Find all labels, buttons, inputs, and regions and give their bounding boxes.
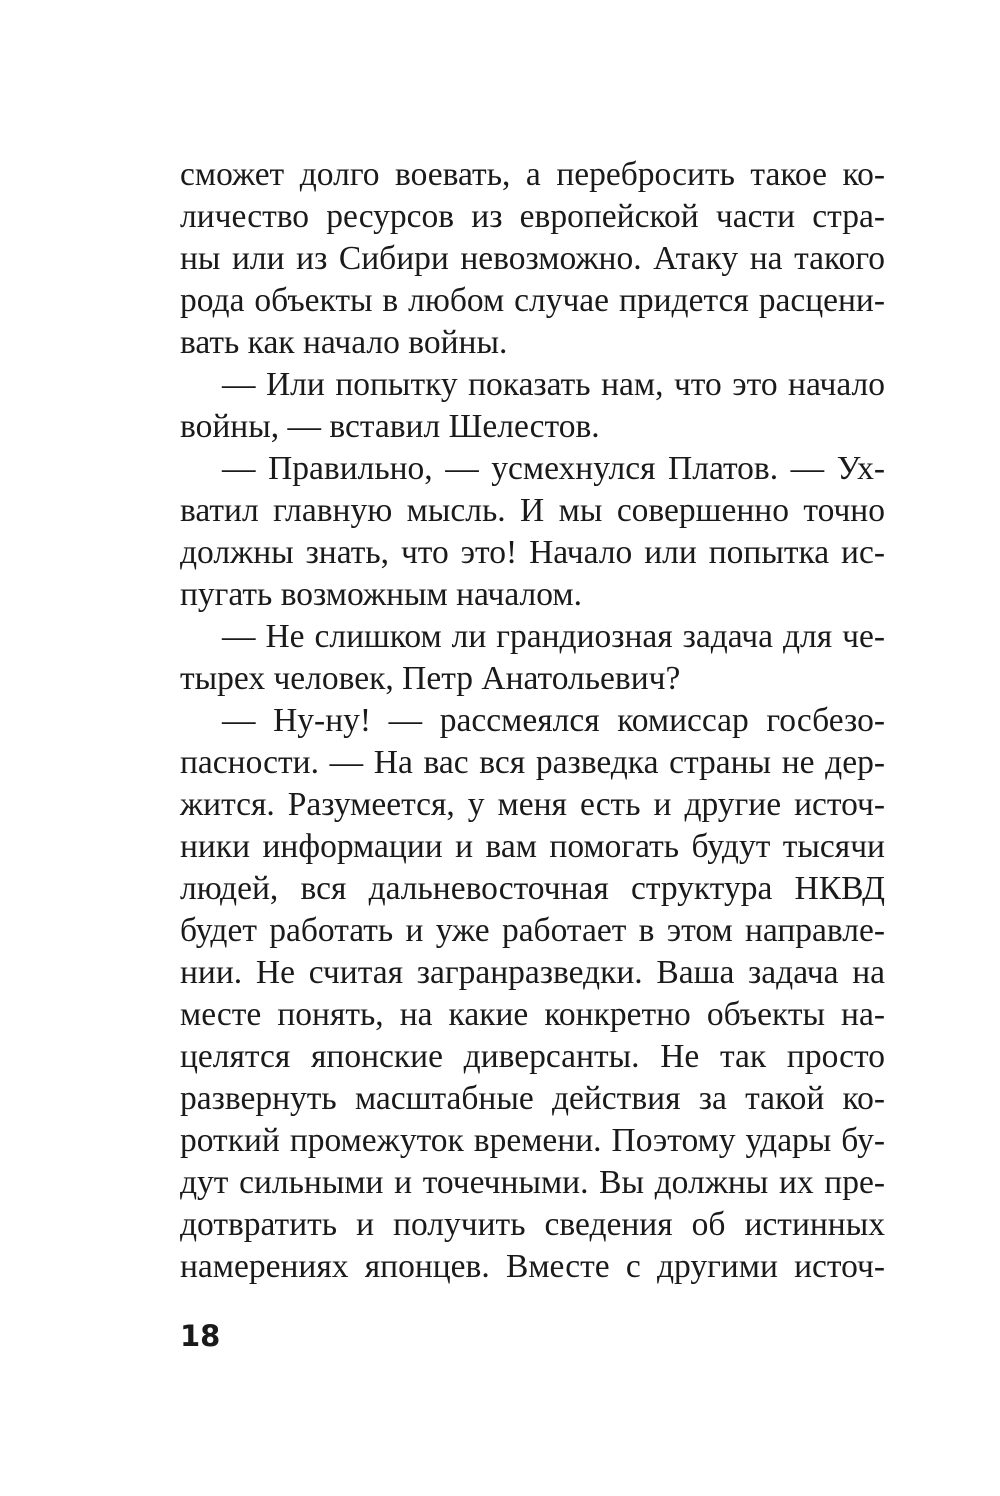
text-line: тырех человек, Петр Анатольевич? [180, 660, 681, 697]
text-line: намерениях японцев. Вместе с другими источ- [180, 1248, 885, 1285]
text-line: жится. Разумеется, у меня есть и другие источ- [180, 786, 885, 823]
text-line: пасности. — На вас вся разведка страны не дер- [180, 744, 885, 781]
text-line: — Ну-ну! — рассмеялся комиссар госбезо- [222, 702, 885, 739]
text-line: дотвратить и получить сведения об истинных [180, 1206, 885, 1243]
text-line: роткий промежуток времени. Поэтому удары бу- [180, 1122, 885, 1159]
text-line: — Правильно, — усмехнулся Платов. — Ух- [222, 450, 885, 487]
text-line: месте понять, на какие конкретно объекты на- [180, 996, 885, 1033]
text-line: будет работать и уже работает в этом направле- [180, 912, 885, 949]
text-line: — Или попытку показать нам, что это начало [222, 366, 885, 403]
text-line: целятся японские диверсанты. Не так просто [180, 1038, 885, 1075]
text-line: ватил главную мысль. И мы совершенно точно [180, 492, 885, 529]
text-line: войны, — вставил Шелестов. [180, 408, 600, 445]
page-number: 18 [180, 1319, 221, 1353]
text-line: — Не слишком ли грандиозная задача для че- [222, 618, 885, 655]
text-line: вать как начало войны. [180, 324, 508, 361]
text-line: сможет долго воевать, а перебросить такое ко- [180, 156, 885, 193]
text-line: пугать возможным началом. [180, 576, 582, 613]
text-line: ны или из Сибири невозможно. Атаку на такого [180, 240, 885, 277]
text-line: развернуть масштабные действия за такой ко- [180, 1080, 885, 1117]
text-line: рода объекты в любом случае придется расцени- [180, 282, 885, 319]
text-line: людей, вся дальневосточная структура НКВД [180, 870, 885, 907]
text-line: личество ресурсов из европейской части стра- [180, 198, 885, 235]
text-line: нии. Не считая загранразведки. Ваша задача на [180, 954, 885, 991]
text-line: ники информации и вам помогать будут тысячи [180, 828, 885, 865]
body-text [180, 154, 885, 1288]
text-line: дут сильными и точечными. Вы должны их пре- [180, 1164, 885, 1201]
text-line: должны знать, что это! Начало или попытка ис- [180, 534, 885, 571]
